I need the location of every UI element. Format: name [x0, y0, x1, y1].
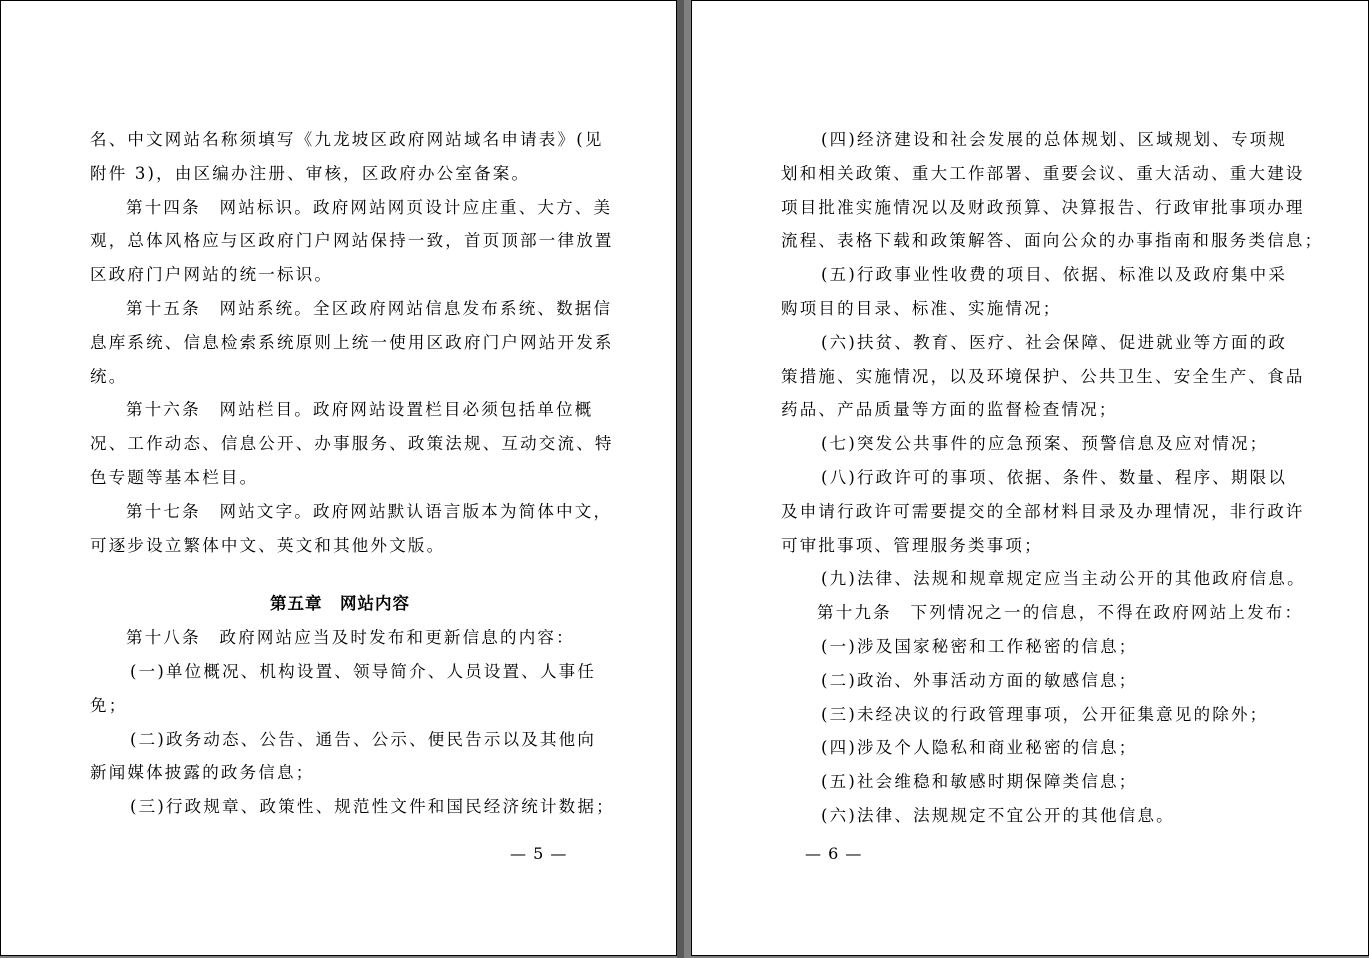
body-line: 可审批事项、管理服务类事项；	[781, 535, 1043, 555]
document-page-5	[0, 0, 677, 956]
list-item-line: (五)行政事业性收费的项目、依据、标准以及政府集中采	[821, 265, 1288, 285]
list-item-line: (七)突发公共事件的应急预案、预警信息及应对情况；	[821, 434, 1269, 454]
body-line: 可逐步设立繁体中文、英文和其他外文版。	[90, 535, 446, 555]
page-gutter	[677, 0, 684, 958]
body-line: 药品、产品质量等方面的监督检查情况；	[781, 400, 1118, 420]
article-19-line: 第十九条 下列情况之一的信息，不得在政府网站上发布：	[817, 603, 1304, 623]
body-line: 况、工作动态、信息公开、办事服务、政策法规、互动交流、特	[90, 434, 614, 454]
chapter-title: 第五章 网站内容	[270, 594, 410, 614]
page-number: — 6 —	[805, 844, 863, 863]
list-item-line: (八)行政许可的事项、依据、条件、数量、程序、期限以	[821, 467, 1288, 487]
list-item-line: (五)社会维稳和敏感时期保障类信息；	[821, 772, 1138, 792]
article-17-line: 第十七条 网站文字。政府网站默认语言版本为简体中文，	[126, 501, 613, 521]
body-line: 流程、表格下载和政策解答、面向公众的办事指南和服务类信息；	[781, 231, 1324, 251]
list-item-line: (二)政务动态、公告、通告、公示、便民告示以及其他向	[130, 729, 597, 749]
article-15-line: 第十五条 网站系统。全区政府网站信息发布系统、数据信	[126, 298, 613, 318]
body-line: 策措施、实施情况，以及环境保护、公共卫生、安全生产、食品	[781, 366, 1305, 386]
list-item-line: (四)经济建设和社会发展的总体规划、区域规划、专项规	[821, 130, 1288, 149]
body-line: 免；	[90, 695, 128, 715]
body-line: 名、中文网站名称须填写《九龙坡区政府网站域名申请表》(见	[90, 130, 604, 149]
body-line: 项目批准实施情况以及财政预算、决算报告、行政审批事项办理	[781, 197, 1305, 217]
list-item-line: (一)涉及国家秘密和工作秘密的信息；	[821, 636, 1138, 656]
page-5-body	[90, 123, 615, 824]
body-line: 划和相关政策、重大工作部署、重要会议、重大活动、重大建设	[781, 163, 1305, 183]
body-line: 购项目的目录、标准、实施情况；	[781, 298, 1062, 318]
document-page-6	[691, 0, 1369, 956]
body-line: 观，总体风格应与区政府门户网站保持一致，首页顶部一律放置	[90, 231, 614, 251]
body-line: 附件 3)，由区编办注册、审核，区政府办公室备案。	[90, 163, 531, 183]
list-item-line: (六)扶贫、教育、医疗、社会保障、促进就业等方面的政	[821, 332, 1288, 352]
list-item-line: (九)法律、法规和规章规定应当主动公开的其他政府信息。	[821, 569, 1306, 589]
body-line: 及申请行政许可需要提交的全部材料目录及办理情况，非行政许	[781, 501, 1305, 521]
body-line: 新闻媒体披露的政务信息；	[90, 763, 315, 783]
list-item-line: (四)涉及个人隐私和商业秘密的信息；	[821, 738, 1138, 758]
body-line: 统。	[90, 366, 128, 386]
list-item-line: (六)法律、法规规定不宜公开的其他信息。	[821, 805, 1175, 825]
body-line: 息库系统、信息检索系统原则上统一使用区政府门户网站开发系	[90, 332, 614, 352]
body-line: 区政府门户网站的统一标识。	[90, 265, 334, 285]
article-18-line: 第十八条 政府网站应当及时发布和更新信息的内容：	[126, 628, 575, 648]
list-item-line: (三)未经决议的行政管理事项，公开征集意见的除外；	[821, 704, 1269, 724]
list-item-line: (二)政治、外事活动方面的敏感信息；	[821, 670, 1138, 690]
article-14-line: 第十四条 网站标识。政府网站网页设计应庄重、大方、美	[126, 197, 613, 217]
body-line: 色专题等基本栏目。	[90, 467, 259, 487]
article-16-line: 第十六条 网站栏目。政府网站设置栏目必须包括单位概	[126, 400, 594, 420]
page-number: — 5 —	[510, 844, 568, 863]
page-6-body	[781, 123, 1324, 833]
list-item-line: (三)行政规章、政策性、规范性文件和国民经济统计数据；	[130, 797, 615, 817]
list-item-line: (一)单位概况、机构设置、领导简介、人员设置、人事任	[130, 661, 597, 681]
